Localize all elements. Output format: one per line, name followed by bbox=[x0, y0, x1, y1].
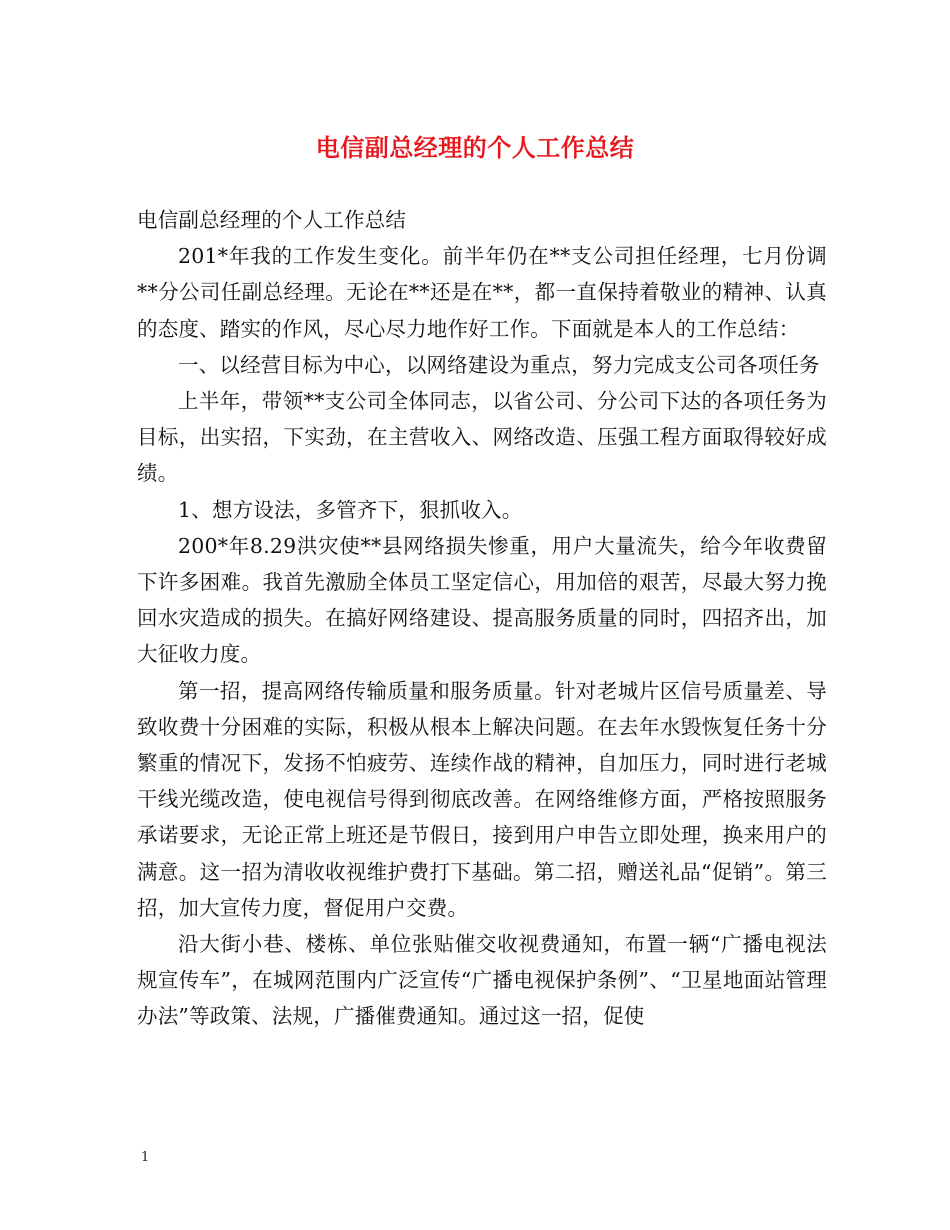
paragraph-measures: 第一招，提高网络传输质量和服务质量。针对老城片区信号质量差、导致收费十分困难的实际，积极从根本上解决问题。在去年水毁恢复任务十分繁重的情况下，发扬不怕疲劳、连续作战的精神，自加压力，同时进行老城干线光缆改造，使电视信号得到彻底改善。在网络维修方面，严格按照服务承诺要求，无论正常上班还是节假日，接到用户申告立即处理，换来用户的满意。这一招为清收收视维护费打下基础。第二招，赠送礼品“促销”。第三招，加大宣传力度，督促用户交费。 bbox=[137, 678, 827, 920]
page-number: 1 bbox=[141, 1150, 150, 1165]
document-body bbox=[137, 202, 827, 1035]
paragraph-intro: 201*年我的工作发生变化。前半年仍在**支公司担任经理，七月份调**分公司任副总经理。无论在**还是在**，都一直保持着敬业的精神、认真的态度、踏实的作风，尽心尽力地作好工作。下面就是本人的工作总结： bbox=[137, 244, 827, 341]
paragraph-flood: 200*年8.29洪灾使**县网络损失惨重，用户大量流失，给今年收费留下许多困难。我首先激励全体员工坚定信心，用加倍的艰苦，尽最大努力挽回水灾造成的损失。在搞好网络建设、提高服务质量的同时，四招齐出，加大征收力度。 bbox=[137, 533, 827, 667]
section-heading-1: 一、以经营目标为中心，以网络建设为重点，努力完成支公司各项任务 bbox=[178, 352, 820, 377]
body-heading: 电信副总经理的个人工作总结 bbox=[137, 208, 407, 232]
paragraph-first-half: 上半年，带领**支公司全体同志，以省公司、分公司下达的各项任务为目标，出实招，下实劲，在主营收入、网络改造、压强工程方面取得较好成绩。 bbox=[137, 389, 827, 486]
subheading-1: 1、想方设法，多管齐下，狠抓收入。 bbox=[178, 497, 523, 522]
paragraph-publicity: 沿大街小巷、楼栋、单位张贴催交收视费通知，布置一辆“广播电视法规宣传车”，在城网范围内广泛宣传“广播电视保护条例”、“卫星地面站管理办法”等政策、法规，广播催费通知。通过这一招，促使 bbox=[137, 932, 827, 1029]
document-title: 电信副总经理的个人工作总结 bbox=[315, 133, 635, 162]
